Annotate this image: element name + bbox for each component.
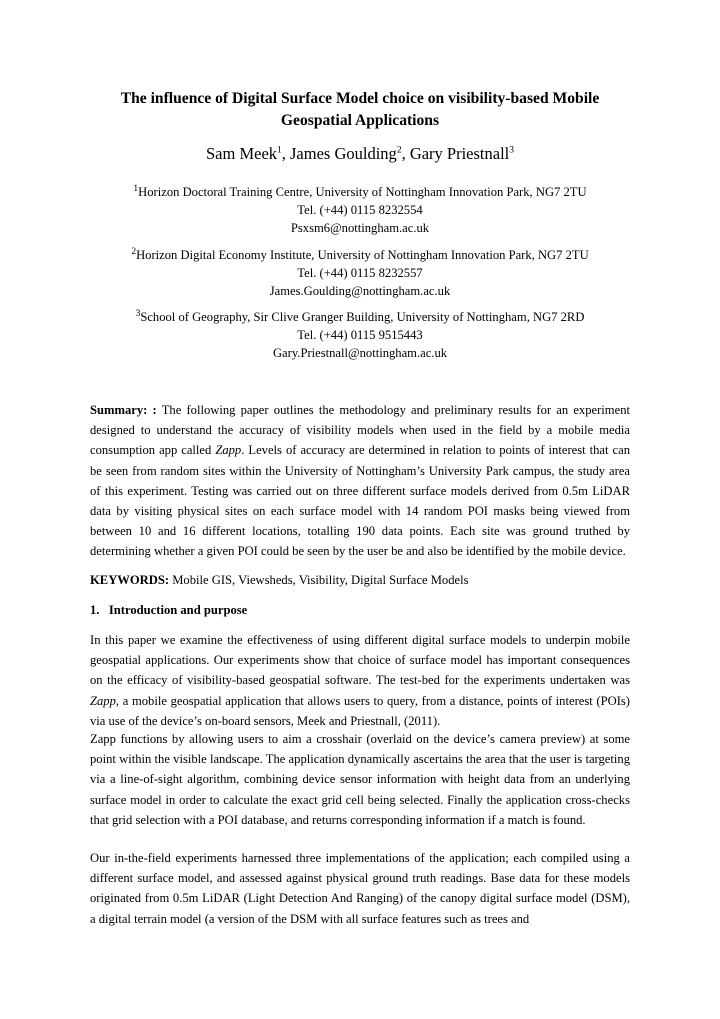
author-name: Sam Meek	[205, 144, 278, 163]
body-paragraph: In this paper we examine the effectiveness of using different digital surface models to underpin mobile geospatial applications. Our experiments show that choice of surface model has important consequences on the efficacy of visibility-based geospatial software. The test-bed for the experiments undertaken was Zapp, a mobile geospatial application that allows users to query, from a distance, points of interest (POIs) via use of the device’s on-board sensors, Meek and Priestnall, (2011).	[90, 633, 630, 728]
title-line-2: Geospatial Applications	[280, 112, 440, 129]
author-affiliation-mark: 1	[277, 145, 282, 156]
author-name: Gary Priestnall	[409, 144, 510, 163]
body-paragraph: Zapp functions by allowing users to aim a crosshair (overlaid on the device’s camera preview) at some point within the visible landscape. The application dynamically ascertains the area that the user is targeting via a line-of-sight algorithm, combining device sensor information with height data from an underlying surface model in order to calculate the exact grid cell being selected. Finally the application cross-checks that grid selection with a POI database, and returns corresponding information if a match is found.	[90, 732, 630, 827]
author-separator: ,	[281, 144, 291, 163]
app-name: Zapp	[215, 443, 242, 458]
summary-paragraph: Summary: : The following paper outlines the methodology and preliminary results for an experiment designed to understand the accuracy of visibility models when used in the field by a mobile media consumption app called Zapp. Levels of accuracy are determined in relation to points of interest that can be seen from random sites within the University of Nottingham’s University Park campus, the study area of this experiment. Testing was carried out on three different surface models derived from 0.5m LiDAR data by visiting physical sites on each surface model with 14 random POI masks being viewed from between 10 and 16 different locations, totalling 190 data points. Each site was ground truthed by determining whether a given POI could be seen by the user be and also be identified by the mobile device.	[90, 403, 630, 559]
affiliation-address: $^3$School of Geography, Sir Clive Granger Building, University of Nottingham, NG7 2RD	[135, 308, 585, 324]
section-heading: 1. Introduction and purpose	[90, 603, 248, 617]
affiliation-tel: Tel. (+44) 0115 8232554	[297, 203, 423, 217]
affiliation-tel: Tel. (+44) 0115 8232557	[297, 266, 423, 280]
affiliation-email: Psxsm6@nottingham.ac.uk	[290, 221, 430, 235]
keywords-label: KEYWORDS:	[90, 573, 170, 587]
author-affiliation-mark: 2	[396, 145, 402, 156]
keywords-list: Mobile GIS, Viewsheds, Visibility, Digital Surface Models	[169, 573, 469, 587]
keywords-line	[90, 570, 630, 590]
summary-label: Summary: :	[90, 403, 157, 417]
affiliation-email: James.Goulding@nottingham.ac.uk	[269, 284, 451, 298]
author-affiliation-mark: 3	[509, 145, 514, 156]
paper-title	[80, 88, 640, 132]
title-line-1: The influence of Digital Surface Model choice on visibility-based Mobile	[120, 90, 600, 107]
affiliation-address: $^1$Horizon Doctoral Training Centre, University of Nottingham Innovation Park, NG7 2TU	[133, 183, 587, 199]
author-separator: ,	[401, 144, 410, 163]
affiliation-tel: Tel. (+44) 0115 9515443	[297, 328, 423, 342]
affiliation-block	[70, 308, 650, 362]
affiliation-mark: 2	[131, 246, 137, 257]
author-name: James Goulding	[290, 144, 397, 163]
app-name: Zapp	[90, 693, 116, 708]
affiliation-block	[70, 183, 650, 237]
affiliation-block	[70, 246, 650, 300]
affiliation-mark: 1	[133, 183, 139, 194]
affiliation-email: Gary.Priestnall@nottingham.ac.uk	[272, 346, 448, 360]
body-paragraph: Our in-the-field experiments harnessed three implementations of the application; each compiled using a different surface model, and assessed against physical ground truth readings. Base data for these models originated from 0.5m LiDAR (Light Detection And Ranging) of the canopy digital surface model (DSM), a digital terrain model (a version of the DSM with all surface features such as trees and	[90, 851, 630, 926]
author-list	[80, 143, 640, 165]
affiliation-address: $^2$Horizon Digital Economy Institute, University of Nottingham Innovation Park, NG7 2TU	[131, 246, 589, 262]
affiliation-mark: 3	[135, 308, 141, 319]
